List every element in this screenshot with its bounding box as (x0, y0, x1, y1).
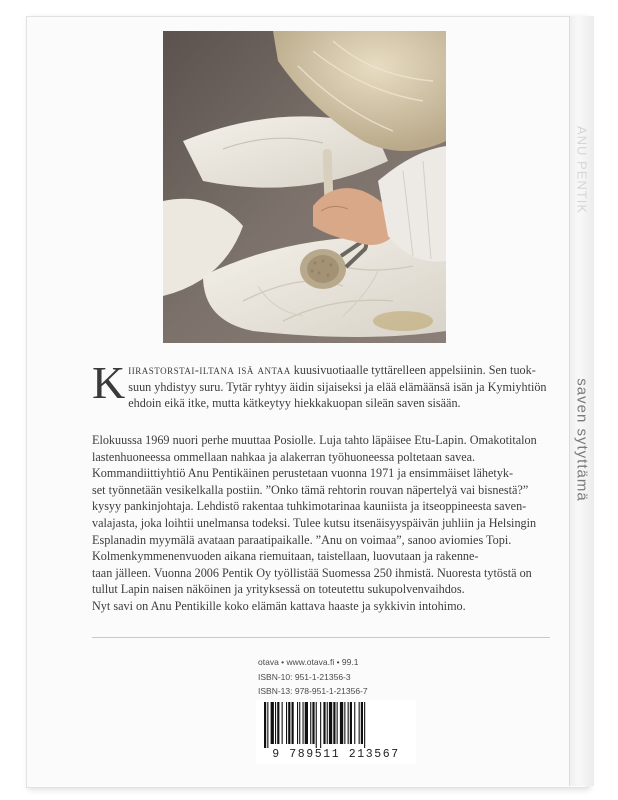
intro-line2: suun yhdistyy suru. Tytär ryhtyy äidin sijaiseksi ja elää elämäänsä isän ja Kymiyhtiön (128, 379, 547, 394)
barcode-bar (282, 702, 283, 744)
intro-smallcaps-lead: iirastorstai-iltana isä antaa (128, 363, 291, 377)
barcode-bar (277, 702, 279, 744)
barcode-bar (316, 702, 317, 748)
body-line: lastenhuoneessa ommellaan nahkaa ja alakerran työhuoneessa poltetaan savea. (92, 449, 476, 464)
pottery-photo-illustration (163, 31, 446, 343)
barcode-bar (271, 702, 274, 744)
barcode-bar (323, 702, 325, 744)
barcode-bar (320, 702, 321, 748)
barcode-bar (364, 702, 365, 748)
barcode-bar (264, 702, 266, 748)
body-line: tullut Lapin naisen näköinen ja yrityksessä on toteutettu sukupolvenvaihdos. (92, 582, 465, 597)
barcode-bar (299, 702, 300, 744)
barcode-bars (256, 700, 416, 748)
barcode-bar (288, 702, 290, 744)
barcode-digits: 9 789511 213567 (272, 748, 400, 761)
body-line: set työnnetään vesikelkalla postiin. ”Onko tämä rehtorin rouvan näpertelyä vai bisnestä?” (92, 482, 529, 497)
barcode-bar (340, 702, 343, 744)
barcode-bar (344, 702, 345, 744)
body-line: Kommandiittiyhtiö Anu Pentikäinen perustetaan vuonna 1971 ja ensimmäiset lähetyk- (92, 466, 514, 481)
drop-cap: K (92, 357, 126, 408)
barcode-bar (333, 702, 335, 744)
body-line: Elokuussa 1969 nuori perhe muuttaa Posiolle. Luja tahto läpäisee Etu-Lapin. Omakotitalon (92, 433, 537, 447)
body-line: Esplanadin myymälä avataan paraatipaikalle. ”Anu on voimaa”, sanoo aviomies Topi. (92, 532, 512, 547)
body-line: kysyy pankinjohtaja. Lehdistö rakentaa tuhkimotarinaa kauniista ja itseoppineesta saven- (92, 499, 527, 514)
barcode-bar (267, 702, 268, 748)
barcode-bar (286, 702, 287, 744)
cover-photo (163, 31, 446, 343)
barcode-bar (361, 702, 363, 744)
body-line: taan jälleen. Vuonna 2006 Pentik Oy työllistää Suomessa 250 ihmistä. Nuoresta tytöstä on (92, 565, 532, 580)
isbn-13: ISBN-13: 978-951-1-21356-7 (258, 686, 368, 696)
publisher-line: otava • www.otava.fi • 99.1 (258, 657, 359, 667)
barcode-bar (337, 702, 338, 744)
barcode-bar (297, 702, 298, 744)
body-line: Nyt savi on Anu Pentikille koko elämän kattava haaste ja sykkivin intohimo. (92, 598, 466, 613)
spine-faded-title: ANU PENTIK (574, 125, 590, 215)
barcode-bar (310, 702, 311, 744)
barcode-bar (329, 702, 332, 744)
body-line: Kolmenkymmenenvuoden aikana riemuitaan, taistellaan, luovutaan ja rakenne- (92, 549, 479, 564)
isbn-10: ISBN-10: 951-1-21356-3 (258, 672, 351, 682)
barcode-bar (359, 702, 360, 744)
intro-line3: ehdoin eikä itke, mutta kätkeytyy hiekkakuopan sileän saven sisään. (128, 396, 461, 411)
barcode-bar (350, 702, 352, 744)
spine-title: saven sytyttämä (573, 378, 591, 502)
body-text (92, 432, 562, 615)
intro-line1-rest: kuusivuotiaalle tyttärelleen appelsiinin. Sen tuok- (290, 363, 536, 377)
barcode-bar (327, 702, 328, 744)
barcode-bar (305, 702, 308, 744)
body-line: valajasta, joka loihtii unelmansa todeksi. Tulee kutsu itsenäisyyspäivän juhliin ja Helsingin (92, 515, 537, 530)
barcode-bar (348, 702, 349, 744)
barcode-bar (292, 702, 294, 744)
barcode-bar (312, 702, 314, 744)
intro-paragraph (92, 357, 562, 412)
barcode-bar (275, 702, 276, 744)
barcode-bar (354, 702, 355, 744)
barcode-bar (303, 702, 304, 744)
divider-rule (92, 637, 550, 638)
